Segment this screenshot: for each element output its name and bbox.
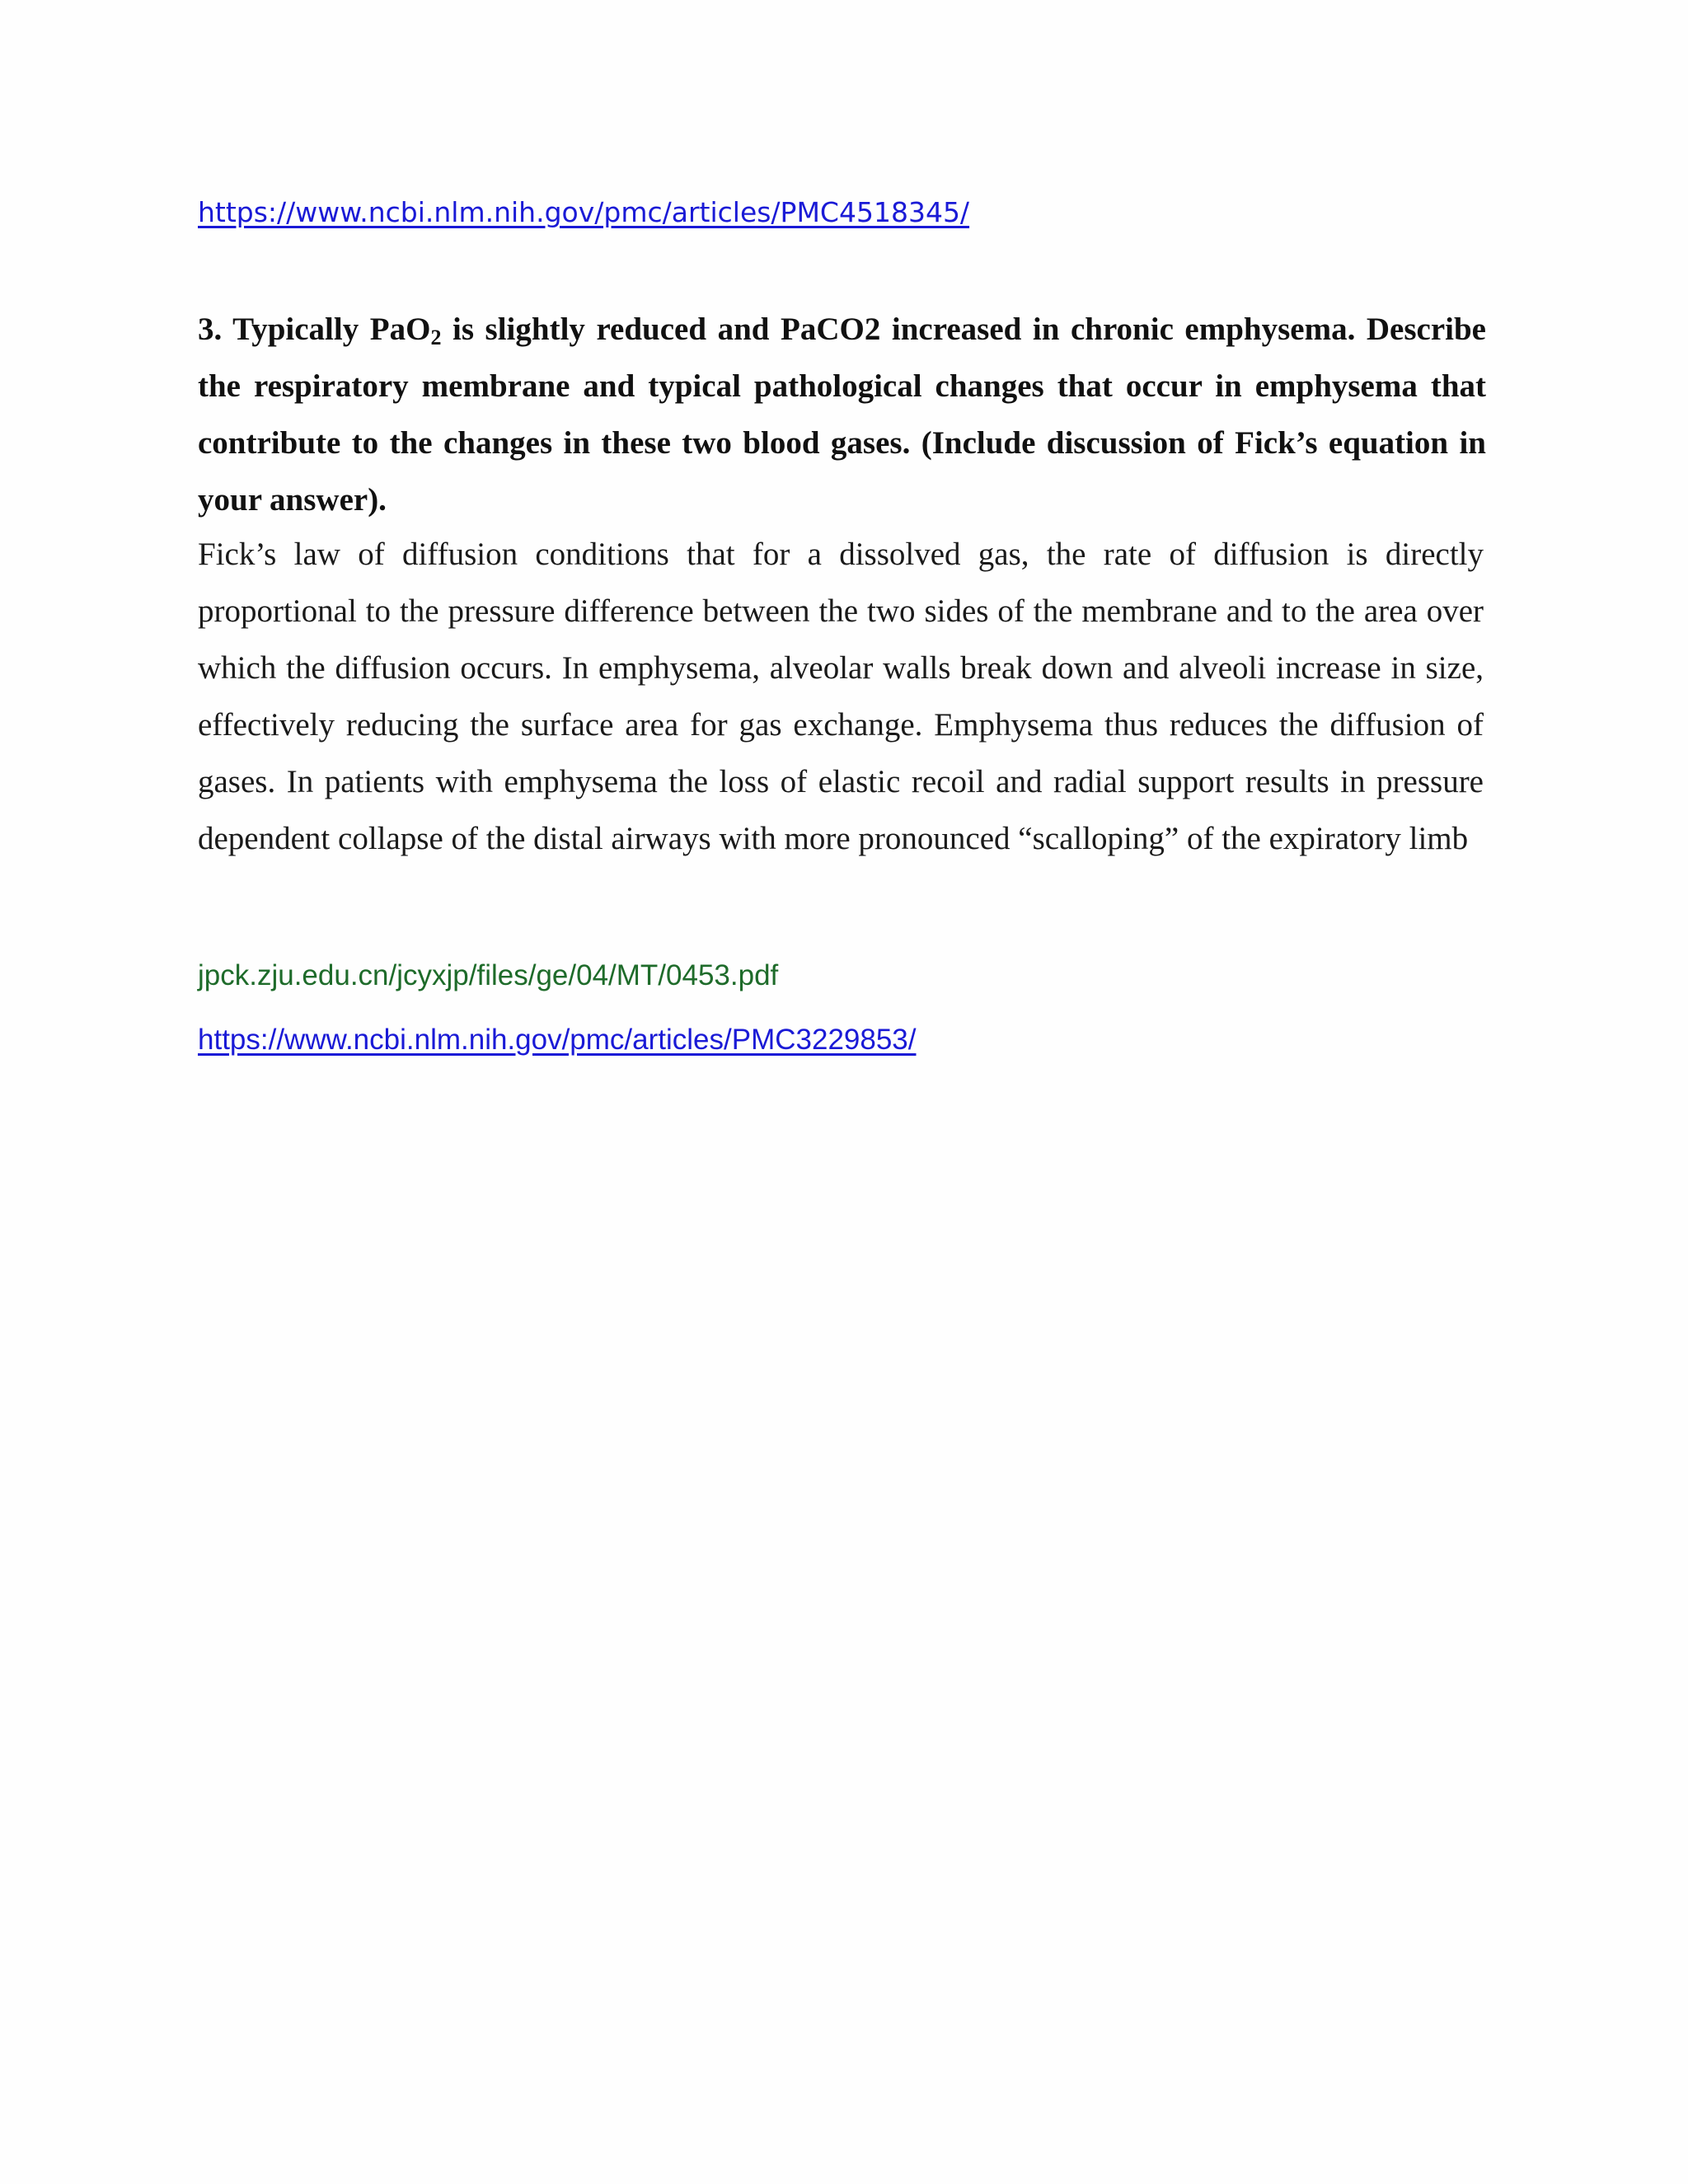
question-text-rest: is slightly reduced and PaCO2 increased in chronic emphysema. Describe the respiratory membrane and typical pathological changes that occur in emphysema that contribute to the changes in these two blood gases. (Include discussion of Fick’s equation in your answer). <box>198 312 1486 518</box>
question-number: 3. <box>198 312 223 347</box>
reference-link-bottom[interactable]: https://www.ncbi.nlm.nih.gov/pmc/articles/PMC3229853/ <box>198 1024 917 1056</box>
answer-paragraph: Fick’s law of diffusion conditions that for a dissolved gas, the rate of diffusion is directly proportional to the pressure difference between the two sides of the membrane and to the area over which the diffusion occurs. In emphysema, alveolar walls break down and alveoli increase in size, effectively reducing the surface area for gas exchange. Emphysema thus reduces the diffusion of gases. In patients with emphysema the loss of elastic recoil and radial support results in pressure dependent collapse of the distal airways with more pronounced “scalloping” of the expiratory limb <box>198 537 1484 856</box>
question-subscript: 2 <box>430 326 442 349</box>
question-text-start: Typically PaO <box>232 312 431 347</box>
question-paragraph <box>198 301 1486 528</box>
source-reference-text: jpck.zju.edu.cn/jcyxjp/files/ge/04/MT/0453.pdf <box>198 959 779 991</box>
reference-link-top[interactable]: https://www.ncbi.nlm.nih.gov/pmc/articles/PMC4518345/ <box>198 196 970 228</box>
